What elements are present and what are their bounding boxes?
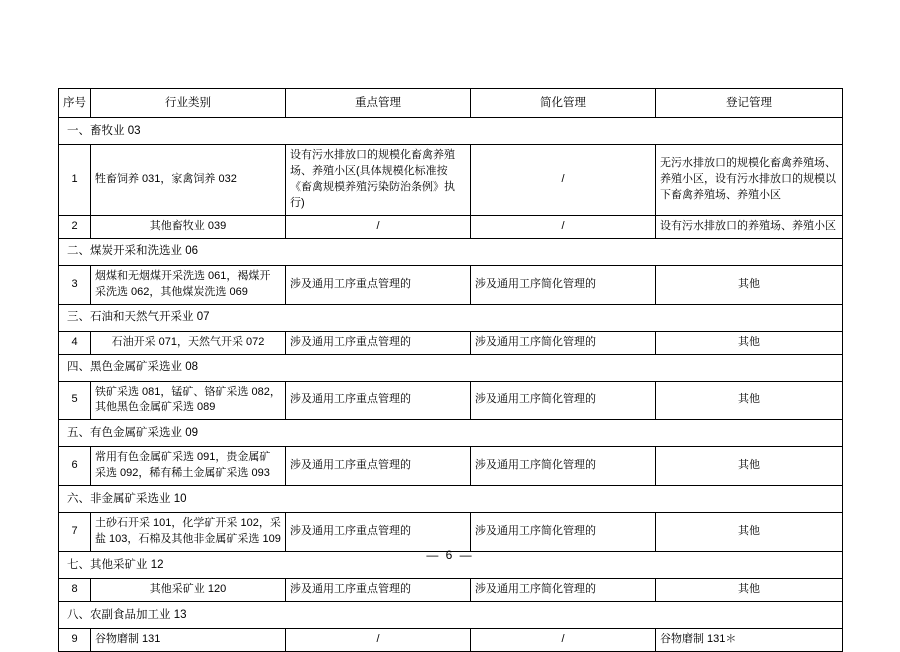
row-index: 1 <box>59 145 91 216</box>
row-category: 其他畜牧业 039 <box>91 215 286 238</box>
table-section-row <box>59 602 843 629</box>
row-registration-management: 设有污水排放口的养殖场、养殖小区 <box>656 215 843 238</box>
column-header-key-management: 重点管理 <box>286 89 471 118</box>
table-row <box>59 145 843 216</box>
section-label: 七、其他采矿业 12 <box>59 552 843 579</box>
table-row <box>59 629 843 652</box>
table-row <box>59 215 843 238</box>
row-simplified-management: 涉及通用工序简化管理的 <box>471 579 656 602</box>
row-category: 谷物磨制 131 <box>91 629 286 652</box>
row-category: 其他采矿业 120 <box>91 579 286 602</box>
row-simplified-management: / <box>471 629 656 652</box>
section-label: 三、石油和天然气开采业 07 <box>59 304 843 331</box>
row-category: 烟煤和无烟煤开采洗选 061，褐煤开采洗选 062，其他煤炭洗选 069 <box>91 265 286 304</box>
row-index: 8 <box>59 579 91 602</box>
section-label: 六、非金属矿采选业 10 <box>59 486 843 513</box>
row-index: 4 <box>59 331 91 354</box>
row-simplified-management: 涉及通用工序简化管理的 <box>471 381 656 420</box>
row-registration-management: 其他 <box>656 513 843 552</box>
section-label: 一、畜牧业 03 <box>59 118 843 145</box>
section-label: 四、黑色金属矿采选业 08 <box>59 354 843 381</box>
row-registration-management: 其他 <box>656 579 843 602</box>
row-key-management: 涉及通用工序重点管理的 <box>286 447 471 486</box>
row-category: 石油开采 071，天然气开采 072 <box>91 331 286 354</box>
table-row <box>59 331 843 354</box>
row-index: 7 <box>59 513 91 552</box>
table-section-row <box>59 486 843 513</box>
row-registration-management: 无污水排放口的规模化畜禽养殖场、养殖小区，设有污水排放口的规模以下畜禽养殖场、养殖小区 <box>656 145 843 216</box>
row-index: 6 <box>59 447 91 486</box>
row-simplified-management: 涉及通用工序简化管理的 <box>471 331 656 354</box>
industry-category-table <box>58 88 843 652</box>
column-header-simplified-management: 简化管理 <box>471 89 656 118</box>
table-header-row <box>59 89 843 118</box>
row-key-management: / <box>286 629 471 652</box>
row-key-management: 涉及通用工序重点管理的 <box>286 513 471 552</box>
section-label: 二、煤炭开采和洗选业 06 <box>59 238 843 265</box>
row-index: 2 <box>59 215 91 238</box>
row-index: 5 <box>59 381 91 420</box>
row-simplified-management: / <box>471 215 656 238</box>
column-header-registration-management: 登记管理 <box>656 89 843 118</box>
table-row <box>59 579 843 602</box>
row-category: 牲畜饲养 031，家禽饲养 032 <box>91 145 286 216</box>
row-category: 土砂石开采 101，化学矿开采 102，采盐 103，石棉及其他非金属矿采选 109 <box>91 513 286 552</box>
table-section-row <box>59 354 843 381</box>
table-row <box>59 447 843 486</box>
row-simplified-management: 涉及通用工序简化管理的 <box>471 447 656 486</box>
table-row <box>59 381 843 420</box>
column-header-category: 行业类别 <box>91 89 286 118</box>
row-registration-management: 谷物磨制 131＊ <box>656 629 843 652</box>
row-key-management: / <box>286 215 471 238</box>
row-category: 常用有色金属矿采选 091，贵金属矿采选 092，稀有稀土金属矿采选 093 <box>91 447 286 486</box>
table-row <box>59 265 843 304</box>
row-index: 9 <box>59 629 91 652</box>
row-simplified-management: / <box>471 145 656 216</box>
row-key-management: 设有污水排放口的规模化畜禽养殖场、养殖小区(具体规模化标准按《畜禽规模养殖污染防治条例》执行) <box>286 145 471 216</box>
section-label: 八、农副食品加工业 13 <box>59 602 843 629</box>
column-header-index: 序号 <box>59 89 91 118</box>
table-section-row <box>59 118 843 145</box>
row-key-management: 涉及通用工序重点管理的 <box>286 331 471 354</box>
row-index: 3 <box>59 265 91 304</box>
row-simplified-management: 涉及通用工序简化管理的 <box>471 513 656 552</box>
row-key-management: 涉及通用工序重点管理的 <box>286 265 471 304</box>
table-row <box>59 513 843 552</box>
page-number: — 6 — <box>426 548 474 562</box>
row-registration-management: 其他 <box>656 447 843 486</box>
table-section-row <box>59 304 843 331</box>
section-label: 五、有色金属矿采选业 09 <box>59 420 843 447</box>
row-key-management: 涉及通用工序重点管理的 <box>286 579 471 602</box>
table-section-row <box>59 238 843 265</box>
row-simplified-management: 涉及通用工序简化管理的 <box>471 265 656 304</box>
row-registration-management: 其他 <box>656 265 843 304</box>
table-section-row <box>59 420 843 447</box>
row-category: 铁矿采选 081，锰矿、铬矿采选 082，其他黑色金属矿采选 089 <box>91 381 286 420</box>
row-registration-management: 其他 <box>656 381 843 420</box>
row-registration-management: 其他 <box>656 331 843 354</box>
row-key-management: 涉及通用工序重点管理的 <box>286 381 471 420</box>
